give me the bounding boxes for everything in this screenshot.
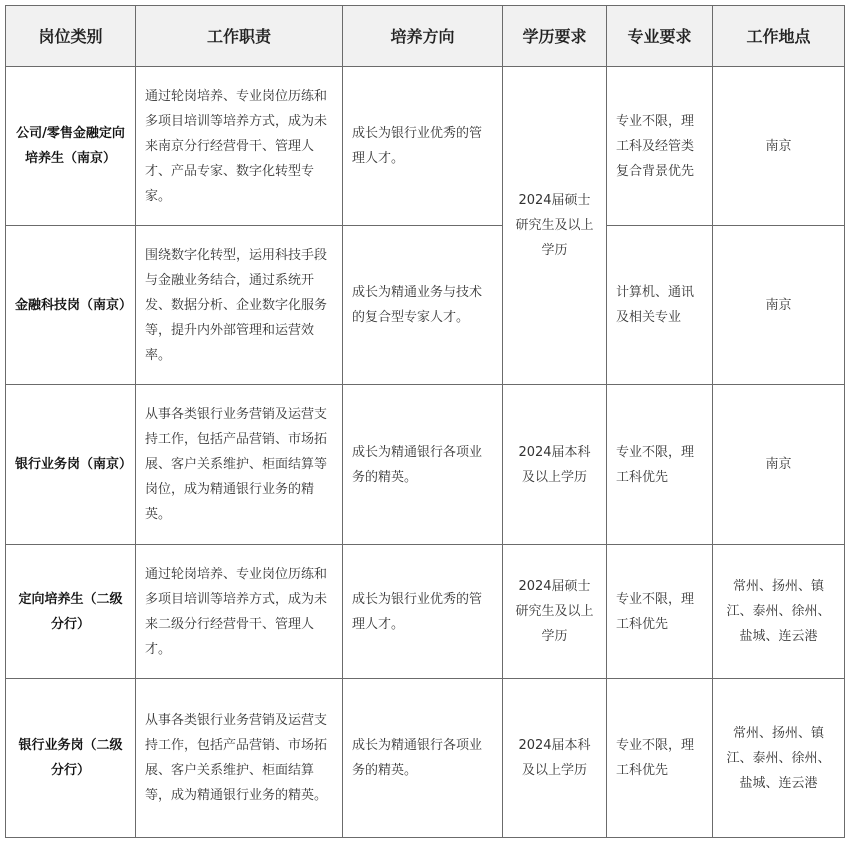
category-cell: 公司/零售金融定向培养生（南京） [6,67,136,226]
table-row [6,385,845,545]
education-cell: 2024届本科及以上学历 [503,679,607,838]
table-row [6,226,845,385]
category-cell: 金融科技岗（南京） [6,226,136,385]
direction-cell: 成长为精通银行各项业务的精英。 [343,385,503,545]
location-cell: 南京 [713,67,845,226]
category-cell: 银行业务岗（二级分行） [6,679,136,838]
category-cell: 银行业务岗（南京） [6,385,136,545]
major-cell: 专业不限，理工科及经管类复合背景优先 [607,67,713,226]
duty-cell: 通过轮岗培养、专业岗位历练和多项目培训等培养方式，成为未来南京分行经营骨干、管理人才、产品专家、数字化转型专家。 [136,67,343,226]
major-cell: 专业不限，理工科优先 [607,545,713,679]
header-row [6,6,845,67]
major-cell: 专业不限，理工科优先 [607,385,713,545]
table-row [6,545,845,679]
recruitment-table [5,5,845,838]
header-location: 工作地点 [713,6,845,67]
header-education: 学历要求 [503,6,607,67]
direction-cell: 成长为银行业优秀的管理人才。 [343,67,503,226]
table-row [6,67,845,226]
header-major: 专业要求 [607,6,713,67]
major-cell: 专业不限，理工科优先 [607,679,713,838]
header-duty: 工作职责 [136,6,343,67]
duty-cell: 通过轮岗培养、专业岗位历练和多项目培训等培养方式，成为未来二级分行经营骨干、管理人才。 [136,545,343,679]
education-cell: 2024届本科及以上学历 [503,385,607,545]
duty-cell: 从事各类银行业务营销及运营支持工作，包括产品营销、市场拓展、客户关系维护、柜面结算等，成为精通银行业务的精英。 [136,679,343,838]
education-cell: 2024届硕士研究生及以上学历 [503,545,607,679]
category-cell: 定向培养生（二级分行） [6,545,136,679]
header-direction: 培养方向 [343,6,503,67]
duty-cell: 从事各类银行业务营销及运营支持工作，包括产品营销、市场拓展、客户关系维护、柜面结算等岗位，成为精通银行业务的精英。 [136,385,343,545]
duty-cell: 围绕数字化转型，运用科技手段与金融业务结合，通过系统开发、数据分析、企业数字化服务等，提升内外部管理和运营效率。 [136,226,343,385]
direction-cell: 成长为精通业务与技术的复合型专家人才。 [343,226,503,385]
location-cell: 常州、扬州、镇江、泰州、徐州、盐城、连云港 [713,679,845,838]
location-cell: 南京 [713,385,845,545]
location-cell: 常州、扬州、镇江、泰州、徐州、盐城、连云港 [713,545,845,679]
major-cell: 计算机、通讯及相关专业 [607,226,713,385]
direction-cell: 成长为银行业优秀的管理人才。 [343,545,503,679]
table-row [6,679,845,838]
education-cell: 2024届硕士研究生及以上学历 [503,67,607,385]
direction-cell: 成长为精通银行各项业务的精英。 [343,679,503,838]
location-cell: 南京 [713,226,845,385]
header-category: 岗位类别 [6,6,136,67]
